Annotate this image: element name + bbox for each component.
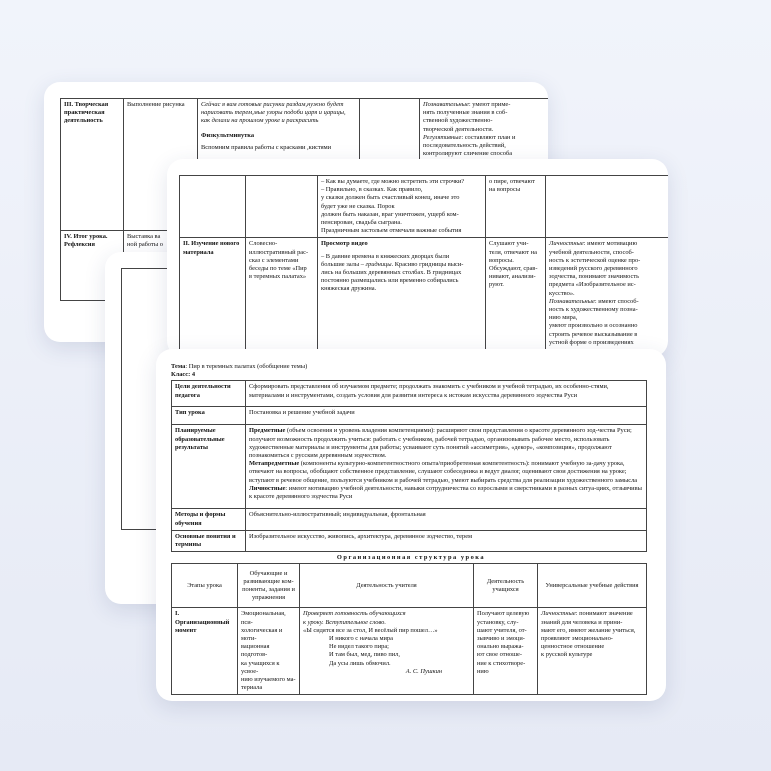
method-cell: Словесно- иллюстративный рас- сказ с элементами беседы по теме «Пир в теремных палатах» xyxy=(246,238,318,357)
document-page-4 xyxy=(156,349,666,701)
header-stage: Этапы урока xyxy=(172,564,238,608)
type-label: Тип урока xyxy=(172,407,246,425)
header-components: Обучающие и развивающие ком-поненты, задания и упражнения xyxy=(238,564,300,608)
lesson-class: Класс: 4 xyxy=(171,371,196,379)
document-page-3 xyxy=(167,159,668,357)
student-cell: о пире, отвечают на вопросы xyxy=(486,176,546,238)
teacher-cell: Просмотр видео – В давние времена в княжеских дворцах были большие залы – гридницы. Красиво гридницы выси- лись на больших деревянных столбах. В гридницах постоянно размещались или временно собирались княжеская дружина. xyxy=(318,238,486,357)
method-cell: Выполнение рисунка xyxy=(124,99,198,231)
ud-cell: Познавательные: умеют приме- нять полученные знания в соб- ственной художественно- творческой деятельности. Регулятивные: составляют план и последовательность действий, контролируют сличение способа xyxy=(420,99,549,231)
teacher-cell: Проверяет готовность обучающихся к уроку. Вступительное слово. «Ы сидятся все за стол, И весёлый пир пошел…» И никого с начала мира Не видел такого пира; И там был, мед, пиво пил, Да усы лишь обмочил. А. С. Пушкин xyxy=(300,608,474,695)
header-student: Деятельность учащихся xyxy=(474,564,538,608)
teacher-cell: Сейчас я вам готовые рисунки раздам,нужно будет нарисовать терем,мые узоры подоби царя и царицы, как делали на прошлом уроке и раскрасить Физкультминутка Вспомним правила работы с красками ,кистями xyxy=(198,99,360,231)
lesson-info-table xyxy=(171,380,647,552)
components-cell: Эмоциональная, пси- хологическая и моти- вационная подготов- ка учащихся к усвое- нию изучаемого ма- териала xyxy=(238,608,300,695)
student-cell: Слушают учи- теля, отвечают на вопросы. Обсуждают, срав- нивают, анализи- руют. xyxy=(486,238,546,357)
structure-title: Организационная структура урока xyxy=(336,554,486,562)
methods-text: Объяснительно-иллюстративный; индивидуальная, фронтальная xyxy=(246,509,647,530)
poem-author: А. С. Пушкин xyxy=(405,667,442,675)
stage-cell: I. Организационный момент xyxy=(172,608,238,695)
header-teacher: Деятельность учителя xyxy=(300,564,474,608)
methods-label: Методы и формы обучения xyxy=(172,509,246,530)
teacher-cell: – Как вы думаете, где можно встретить эти строчки? – Правильно, в сказках. Как правило, у сказки должен быть счастливый конец, иначе это будет уже не сказка. Порок должен быть наказан, враг уничтожен, ущерб ком- пенсирован, свадьба сыграна. Праздничным застольем отмечали важные события xyxy=(318,176,486,238)
lesson-table-3 xyxy=(179,175,668,357)
planned-results-label: Планируемые образовательные результаты xyxy=(172,425,246,509)
ud-cell: Личностные: понимают значение знаний для человека и прини- мают его, имеют желание учиться, проявляют эмоционально- ценностное отношение к русской культуре xyxy=(538,608,647,695)
concepts-text: Изобразительное искусство, живопись, архитектура, деревянное зодчество, терем xyxy=(246,530,647,551)
goals-label: Цели деятельности педагога xyxy=(172,381,246,407)
structure-table xyxy=(171,563,647,695)
stage-cell: IV. Итог урока. Рефлексия xyxy=(61,231,124,301)
concepts-label: Основные понятия и термины xyxy=(172,530,246,551)
student-cell: Получают целевую установку, слу- шают учителя, от- зывчиво и эмоци- онально выража- ют свое отноше- ние к стихотворе- нию xyxy=(474,608,538,695)
header-ud: Универсальные учебные действия xyxy=(538,564,647,608)
lesson-topic: Тема: Пир в теремных палатах (обобщение темы) xyxy=(171,363,308,370)
type-text: Постановка и решение учебной задачи xyxy=(246,407,647,425)
planned-results-text: Предметные (объем освоения и уровень владения компетенциями): расширяют свои представления о красоте деревянного зод-чества Руси; получают возможность продолжить учиться: работать с учебником, рабочей тетрадью, организовывать рабочее место, использовать художественные материалы и инструменты для работы; усваивают суть понятий «ассиметрия», «декор», «композиция», продолжают познакомиться с русским деревянным зодчеством. Метапредметные (компоненты культурно-компетентностного опыта/приобретенная компетентность): понимают учебную за-дачу урока, отвечают на вопросы, обобщают собственное представление, слушают собеседника и ведут диалог, оценивают свои достижения на уроке; вступают в речевое общение, пользуются учебником и рабочей тетрадью, умеют выбирать средства для реализации художественного замысла Личностные: имеют мотивацию учебной деятельности, навыки сотрудничества со взрослыми и сверстниками в разных ситуа-циях, отзывчивы к красоте деревянного зодчества Руси xyxy=(246,425,647,509)
goals-text: Сформировать представления об изучаемом предмете; продолжать знакомить с учебником и учебной тетрадью, их особенно-стями, материалами и инструментами, создать условия для развития интереса к истокам искусства деревянного зодчества Руси xyxy=(246,381,647,407)
stage-cell: II. Изучение нового материала xyxy=(180,238,246,357)
stage-cell: III. Творческая практическая деятельность xyxy=(61,99,124,231)
video-label: Просмотр видео xyxy=(321,240,368,248)
method-cell: Выставка ва ной работы о xyxy=(124,231,198,301)
fizminutka-label: Физкультминутка xyxy=(201,131,255,139)
ud-cell: Личностные: имеют мотивацию учебной деятельности, способ- ность к эстетической оценке про- изведений русского деревянного зодчества, понимают значимость предмета «Изобразительное ис- кусство». Познавательные: имеют способ- ность к художественному позна- нию мира, умеют произвольно и осознанно строить речевое высказывание в устной форме о произведениях xyxy=(546,238,669,357)
